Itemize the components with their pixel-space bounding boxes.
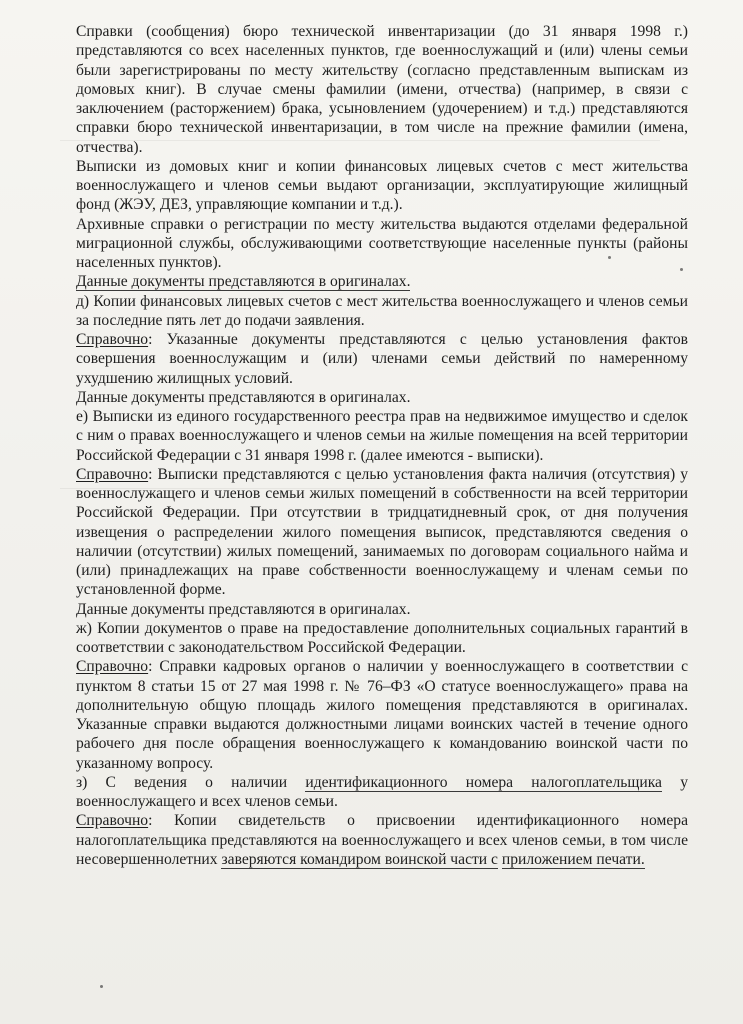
reference-label: Справочно <box>76 331 149 348</box>
scan-speck <box>100 985 103 988</box>
reference-label: Справочно <box>76 812 149 830</box>
reference-text: : Указанные документы представляются с целью установления фактов совершения военнослужащим и (или) членами семьи действий по намеренному ухудшению жилищных условий. <box>76 331 688 387</box>
paragraph-originals-note <box>76 272 688 291</box>
section-e-reference-note <box>76 465 688 600</box>
paragraph-archive-certificates: Архивные справки о регистрации по месту жительства выдаются отделами федеральной миграционной службы, обслуживающими соответствующие населенные пункты (районы населенных пунктов). <box>76 215 688 271</box>
reference-text: : Копии свидетельств о присвоении идентификационного номера налогоплательщика представляются на военнослужащего и всех членов семьи, в том числе несовершеннолетних <box>76 812 688 868</box>
paragraph-originals-note-2: Данные документы представляются в оригиналах. <box>76 388 411 406</box>
handwritten-underline: Данные документы представляются в оригиналах. <box>76 273 411 291</box>
section-d-reference-note <box>76 330 688 388</box>
section-z-reference-note <box>76 811 688 869</box>
reference-label: Справочно <box>76 465 149 483</box>
handwritten-underline: идентификационного номера налогоплательщика <box>305 773 662 791</box>
section-z-text: у военнослужащего и всех членов семьи. <box>76 773 688 810</box>
handwritten-underline: приложением печати. <box>501 850 645 868</box>
section-e: е) Выписки из единого государственного реестра прав на недвижимое имущество и сделок с ним о правах военнослужащего и членов семьи на жилые помещения на всей территории Российской Федерации с 31 января 1998 г. (далее имеются - выписки). <box>76 408 688 464</box>
reference-label: Справочно <box>76 658 149 676</box>
paragraph-house-book-extracts: Выписки из домовых книг и копии финансовых лицевых счетов с мест жительства военнослужащего и членов семьи выдают организации, эксплуатирующие жилищный фонд (ЖЭУ, ДЕЗ, управляющие компании и т.д.). <box>76 157 688 214</box>
section-d: д) Копии финансовых лицевых счетов с мест жительства военнослужащего и членов семьи за последние пять лет до подачи заявления. <box>76 292 688 329</box>
section-zh-reference-note <box>76 657 688 773</box>
section-zh: ж) Копии документов о праве на предоставление дополнительных социальных гарантий в соответствии с законодательством Российской Федерации. <box>76 619 688 656</box>
paragraph-originals-note-3: Данные документы представляются в оригиналах. <box>76 600 411 618</box>
reference-text: : Справки кадровых органов о наличии у военнослужащего в соответствии с пунктом 8 статьи 15 от 27 мая 1998 г. № 76–ФЗ «О статусе военнослужащего» права на дополнительную общую площадь жилого помещения представляются в оригиналах. Указанные справки выдаются должностными лицами воинских частей в течение одного рабочего дня после обращения военнослужащего к командованию воинской части по указанному вопросу. <box>76 658 688 772</box>
section-z-text: з) С ведения о наличии <box>76 773 306 791</box>
section-z <box>76 773 688 812</box>
document-body <box>76 22 688 869</box>
handwritten-underline: заверяются командиром воинской части с <box>221 850 498 868</box>
paragraph-bti-certificates: Справки (сообщения) бюро технической инвентаризации (до 31 января 1998 г.) представляются со всех населенных пунктов, где военнослужащий и (или) члены семьи были зарегистрированы по месту жительству (согласно представленным выпискам из домовых книг). В случае смены фамилии (имени, отчества) (например, в связи с заключением (расторжением) брака, усыновлением (удочерением) и т.д.) представляются справки бюро технической инвентаризации, в том числе на прежние фамилии (имена, отчества). <box>76 23 688 156</box>
reference-text: : Выписки представляются с целью установления факта наличия (отсутствия) у военнослужащего и членов семьи жилых помещений в собственности на всей территории Российской Федерации. При отсутствии в тридцатидневный срок, от дня получения извещения о распределении жилого помещения выписок, представляются сведения о наличии (отсутствии) жилых помещений, занимаемых по договорам социального найма и (или) принадлежащих на праве собственности военнослужащему и членам семьи по установленной форме. <box>76 465 688 599</box>
